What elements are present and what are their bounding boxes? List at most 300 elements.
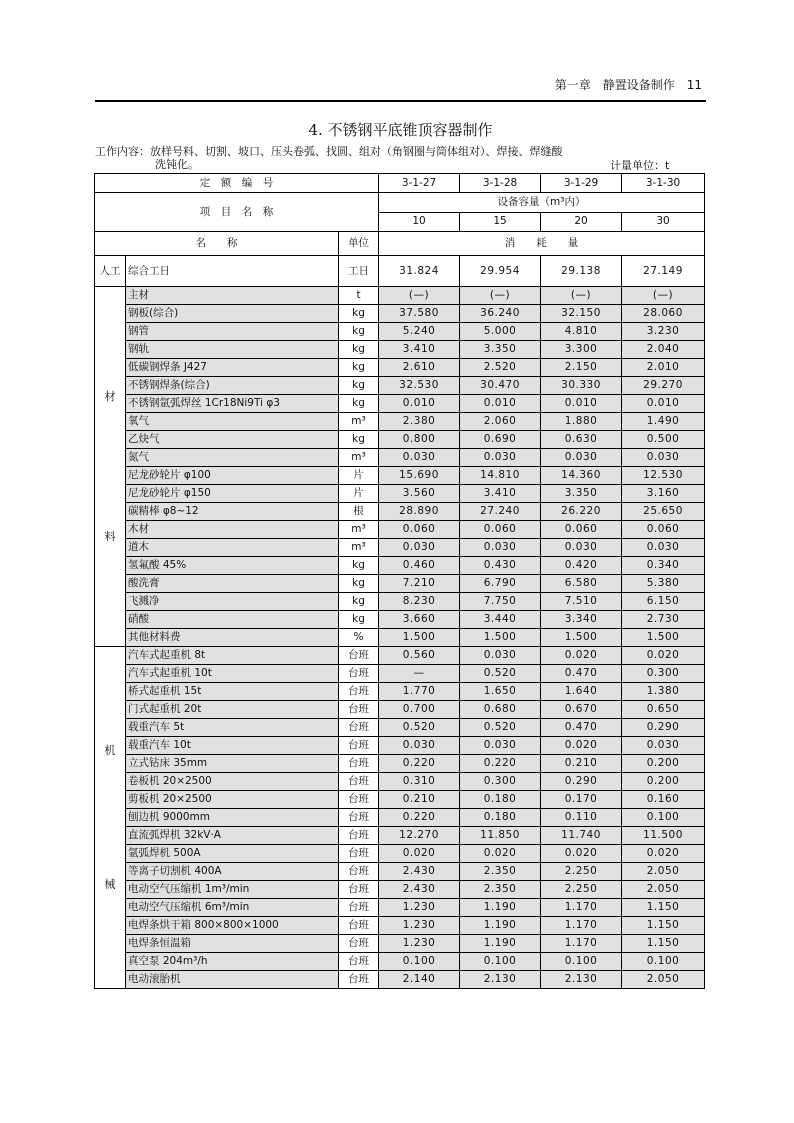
material-row-value: 14.360 [541, 467, 622, 485]
material-category [95, 287, 126, 647]
material-row-value: 3.660 [379, 611, 460, 629]
machinery-row-value: 1.770 [379, 683, 460, 701]
material-row-value: 0.060 [541, 521, 622, 539]
material-row-value: 0.340 [622, 557, 705, 575]
machinery-row-unit: 台班 [339, 827, 379, 845]
machinery-row-value: 0.300 [460, 773, 541, 791]
material-row-value: 6.150 [622, 593, 705, 611]
machinery-row-value: 0.220 [379, 755, 460, 773]
material-row-value: 0.030 [460, 449, 541, 467]
page-header: 第一章 静置设备制作 11 [554, 78, 702, 92]
material-row-value: 3.350 [460, 341, 541, 359]
material-row-value: 3.410 [460, 485, 541, 503]
machinery-row-name: 桥式起重机 15t [126, 683, 339, 701]
material-row-value: 2.040 [622, 341, 705, 359]
labor-value: 29.138 [541, 256, 622, 287]
material-row-value: 7.210 [379, 575, 460, 593]
material-row-unit: m³ [339, 413, 379, 431]
material-row-unit: m³ [339, 449, 379, 467]
material-row-value: 37.580 [379, 305, 460, 323]
labor-value: 31.824 [379, 256, 460, 287]
table-row [95, 755, 705, 773]
capacity-label: 设备容量（m³内） [379, 193, 705, 213]
material-row-value: 1.500 [622, 629, 705, 647]
table-row [95, 449, 705, 467]
labor-unit: 工日 [339, 256, 379, 287]
material-row-name: 低碳钢焊条 J427 [126, 359, 339, 377]
column-name-header: 名 称 [95, 232, 339, 256]
column-consumption-header: 消 耗 量 [379, 232, 705, 256]
table-row [95, 827, 705, 845]
material-row-value: 28.060 [622, 305, 705, 323]
material-row-name: 硝酸 [126, 611, 339, 629]
table-row [95, 557, 705, 575]
machinery-category-top: 机 [104, 744, 116, 758]
machinery-row-name: 直流弧焊机 32kV·A [126, 827, 339, 845]
machinery-row-value: 2.250 [541, 863, 622, 881]
machinery-row-unit: 台班 [339, 953, 379, 971]
material-row-value: 0.030 [460, 539, 541, 557]
material-row-value: (—) [622, 287, 705, 305]
material-row-name: 其他材料费 [126, 629, 339, 647]
machinery-row-value: 0.160 [622, 791, 705, 809]
capacity-value: 10 [379, 212, 460, 232]
material-row-name: 钢板(综合) [126, 305, 339, 323]
material-row-unit: kg [339, 323, 379, 341]
machinery-row-value: 0.180 [460, 809, 541, 827]
material-row-value: 0.030 [379, 449, 460, 467]
material-row-value: 0.630 [541, 431, 622, 449]
machinery-row-value: 0.310 [379, 773, 460, 791]
machinery-row-value: 1.150 [622, 899, 705, 917]
material-row-unit: 片 [339, 467, 379, 485]
material-row-value: 6.790 [460, 575, 541, 593]
labor-value: 27.149 [622, 256, 705, 287]
material-row-value: 0.460 [379, 557, 460, 575]
machinery-row-value: 2.130 [460, 971, 541, 989]
table-row [95, 971, 705, 989]
material-row-name: 木材 [126, 521, 339, 539]
material-row-value: 3.440 [460, 611, 541, 629]
table-row [95, 305, 705, 323]
material-row-value: 0.030 [541, 449, 622, 467]
machinery-row-name: 电动滚胎机 [126, 971, 339, 989]
machinery-row-value: 0.680 [460, 701, 541, 719]
machinery-row-name: 汽车式起重机 8t [126, 647, 339, 665]
machinery-row-unit: 台班 [339, 899, 379, 917]
table-row [95, 611, 705, 629]
machinery-row-value: 0.200 [622, 773, 705, 791]
machinery-row-value: 0.020 [541, 845, 622, 863]
machinery-row-value: 0.520 [460, 665, 541, 683]
table-row [95, 395, 705, 413]
material-row-value: 25.650 [622, 503, 705, 521]
column-unit-header: 单位 [339, 232, 379, 256]
material-row-unit: kg [339, 431, 379, 449]
material-row-name: 钢轨 [126, 341, 339, 359]
table-row [95, 341, 705, 359]
machinery-row-unit: 台班 [339, 845, 379, 863]
material-row-name: 氢氟酸 45% [126, 557, 339, 575]
capacity-value: 30 [622, 212, 705, 232]
machinery-row-value: 2.050 [622, 863, 705, 881]
machinery-row-name: 电焊条恒温箱 [126, 935, 339, 953]
material-row-value: 8.230 [379, 593, 460, 611]
machinery-row-name: 剪板机 20×2500 [126, 791, 339, 809]
material-row-value: 3.350 [541, 485, 622, 503]
machinery-row-name: 卷板机 20×2500 [126, 773, 339, 791]
material-row-value: (—) [379, 287, 460, 305]
material-row-name: 尼龙砂轮片 φ100 [126, 467, 339, 485]
material-row-unit: kg [339, 341, 379, 359]
table-row [95, 431, 705, 449]
material-row-unit: kg [339, 395, 379, 413]
material-row-unit: kg [339, 593, 379, 611]
machinery-row-unit: 台班 [339, 809, 379, 827]
machinery-row-value: 0.470 [541, 665, 622, 683]
machinery-row-value: 0.470 [541, 719, 622, 737]
material-row-value: 1.880 [541, 413, 622, 431]
material-category-top: 材 [104, 390, 116, 404]
machinery-row-value: 0.560 [379, 647, 460, 665]
machinery-row-value: 0.020 [622, 845, 705, 863]
machinery-row-value: 0.100 [379, 953, 460, 971]
material-row-value: 1.500 [460, 629, 541, 647]
material-row-value: 1.490 [622, 413, 705, 431]
material-row-value: 0.800 [379, 431, 460, 449]
machinery-row-value: 2.430 [379, 881, 460, 899]
table-row [95, 701, 705, 719]
material-row-value: 0.030 [622, 539, 705, 557]
section-title: 4. 不锈钢平底锥顶容器制作 [308, 121, 493, 139]
material-row-value: 7.750 [460, 593, 541, 611]
table-row [95, 485, 705, 503]
material-row-unit: 片 [339, 485, 379, 503]
machinery-row-name: 真空泵 204m³/h [126, 953, 339, 971]
machinery-row-unit: 台班 [339, 665, 379, 683]
machinery-row-value: 1.190 [460, 917, 541, 935]
material-row-name: 不锈钢氩弧焊丝 1Cr18Ni9Ti φ3 [126, 395, 339, 413]
material-row-value: 6.580 [541, 575, 622, 593]
machinery-row-value: 1.150 [622, 935, 705, 953]
machinery-row-value: 0.210 [379, 791, 460, 809]
table-row [95, 737, 705, 755]
machinery-row-name: 刨边机 9000mm [126, 809, 339, 827]
machinery-row-value: 0.030 [460, 737, 541, 755]
material-row-unit: kg [339, 611, 379, 629]
material-row-value: 0.010 [379, 395, 460, 413]
machinery-row-value: 0.670 [541, 701, 622, 719]
machinery-row-value: 0.030 [460, 647, 541, 665]
machinery-row-value: 0.520 [379, 719, 460, 737]
material-row-value: 2.730 [622, 611, 705, 629]
material-row-value: 1.500 [541, 629, 622, 647]
machinery-row-value: 1.190 [460, 899, 541, 917]
material-row-value: 3.230 [622, 323, 705, 341]
material-row-name: 不锈钢焊条(综合) [126, 377, 339, 395]
material-row-value: 0.430 [460, 557, 541, 575]
quota-code: 3-1-28 [460, 174, 541, 193]
machinery-row-value: 1.170 [541, 899, 622, 917]
machinery-row-name: 汽车式起重机 10t [126, 665, 339, 683]
machinery-row-name: 载重汽车 10t [126, 737, 339, 755]
table-row [95, 935, 705, 953]
material-row-unit: kg [339, 557, 379, 575]
material-row-unit: t [339, 287, 379, 305]
machinery-row-value: 0.170 [541, 791, 622, 809]
table-row [95, 503, 705, 521]
machinery-row-value: 0.100 [460, 953, 541, 971]
machinery-row-value: 0.650 [622, 701, 705, 719]
quota-code: 3-1-29 [541, 174, 622, 193]
material-row-name: 氮气 [126, 449, 339, 467]
machinery-row-unit: 台班 [339, 863, 379, 881]
material-row-name: 飞溅净 [126, 593, 339, 611]
material-row-value: 7.510 [541, 593, 622, 611]
work-content-line1: 工作内容：放样号料、切割、坡口、压头卷弧、找圆、组对（角钢圈与筒体组对）、焊接、焊缝酸 [95, 145, 563, 158]
material-row-value: 2.010 [622, 359, 705, 377]
table-row [95, 845, 705, 863]
machinery-row-value: 1.170 [541, 917, 622, 935]
machinery-row-value: 0.210 [541, 755, 622, 773]
material-row-value: 29.270 [622, 377, 705, 395]
material-row-value: 26.220 [541, 503, 622, 521]
material-row-name: 碳精棒 φ8~12 [126, 503, 339, 521]
table-row [95, 413, 705, 431]
table-row [95, 629, 705, 647]
table-row [95, 323, 705, 341]
labor-name: 综合工日 [126, 256, 339, 287]
machinery-row-unit: 台班 [339, 755, 379, 773]
machinery-row-value: 2.050 [622, 881, 705, 899]
table-row [95, 791, 705, 809]
material-row-value: 28.890 [379, 503, 460, 521]
machinery-row-value: 2.130 [541, 971, 622, 989]
machinery-row-name: 氩弧焊机 500A [126, 845, 339, 863]
machinery-row-value: — [379, 665, 460, 683]
material-row-value: 2.150 [541, 359, 622, 377]
machinery-row-value: 1.650 [460, 683, 541, 701]
machinery-row-value: 2.430 [379, 863, 460, 881]
material-category-bottom: 料 [104, 529, 116, 543]
material-row-value: 15.690 [379, 467, 460, 485]
machinery-row-unit: 台班 [339, 683, 379, 701]
machinery-row-name: 立式钻床 35mm [126, 755, 339, 773]
material-row-name: 氧气 [126, 413, 339, 431]
machinery-row-value: 0.030 [379, 737, 460, 755]
labor-value: 29.954 [460, 256, 541, 287]
machinery-row-value: 0.220 [379, 809, 460, 827]
machinery-category-bottom: 械 [104, 877, 116, 891]
machinery-row-value: 2.250 [541, 881, 622, 899]
machinery-row-value: 2.140 [379, 971, 460, 989]
machinery-row-value: 0.700 [379, 701, 460, 719]
machinery-row-value: 0.290 [541, 773, 622, 791]
material-row-unit: 根 [339, 503, 379, 521]
item-name-label: 项 目 名 称 [95, 193, 379, 232]
machinery-row-value: 0.290 [622, 719, 705, 737]
machinery-row-value: 1.230 [379, 899, 460, 917]
machinery-row-value: 11.500 [622, 827, 705, 845]
material-row-value: 0.500 [622, 431, 705, 449]
machinery-row-value: 0.100 [541, 953, 622, 971]
material-row-unit: % [339, 629, 379, 647]
table-row [95, 953, 705, 971]
quota-code: 3-1-30 [622, 174, 705, 193]
material-row-name: 钢管 [126, 323, 339, 341]
material-row-value: 3.300 [541, 341, 622, 359]
machinery-category [95, 647, 126, 989]
material-row-value: 0.010 [460, 395, 541, 413]
material-row-value: 0.060 [460, 521, 541, 539]
table-row [95, 377, 705, 395]
material-row-name: 主材 [126, 287, 339, 305]
machinery-row-value: 0.100 [622, 953, 705, 971]
machinery-row-value: 0.300 [622, 665, 705, 683]
measure-unit: 计量单位：t [610, 159, 670, 172]
material-row-value: 0.030 [379, 539, 460, 557]
machinery-row-value: 2.050 [622, 971, 705, 989]
table-row [95, 575, 705, 593]
material-row-value: 5.000 [460, 323, 541, 341]
material-row-value: 1.500 [379, 629, 460, 647]
machinery-row-value: 0.520 [460, 719, 541, 737]
material-row-unit: m³ [339, 521, 379, 539]
material-row-unit: kg [339, 359, 379, 377]
machinery-row-value: 0.030 [622, 737, 705, 755]
material-row-value: 2.520 [460, 359, 541, 377]
material-row-value: 5.240 [379, 323, 460, 341]
machinery-row-value: 0.020 [460, 845, 541, 863]
machinery-row-value: 0.100 [622, 809, 705, 827]
table-row [95, 521, 705, 539]
machinery-row-value: 2.350 [460, 881, 541, 899]
material-row-name: 乙炔气 [126, 431, 339, 449]
material-row-unit: kg [339, 575, 379, 593]
material-row-value: 12.530 [622, 467, 705, 485]
machinery-row-value: 0.200 [622, 755, 705, 773]
table-row [95, 863, 705, 881]
table-header [95, 174, 705, 287]
table-row [95, 773, 705, 791]
material-row-name: 酸洗膏 [126, 575, 339, 593]
capacity-value: 15 [460, 212, 541, 232]
material-row-value: 3.340 [541, 611, 622, 629]
machinery-row-name: 载重汽车 5t [126, 719, 339, 737]
machinery-row-unit: 台班 [339, 773, 379, 791]
material-row-value: 3.410 [379, 341, 460, 359]
material-row-value: (—) [541, 287, 622, 305]
machinery-row-value: 12.270 [379, 827, 460, 845]
material-row-unit: kg [339, 305, 379, 323]
machinery-row-value: 0.020 [379, 845, 460, 863]
material-row-name: 尼龙砂轮片 φ150 [126, 485, 339, 503]
machinery-row-value: 0.180 [460, 791, 541, 809]
labor-category: 人工 [95, 256, 126, 287]
machinery-row-value: 1.640 [541, 683, 622, 701]
material-row-value: 32.150 [541, 305, 622, 323]
table-row [95, 881, 705, 899]
machinery-row-value: 0.110 [541, 809, 622, 827]
table-row [95, 683, 705, 701]
table-row [95, 287, 705, 305]
machinery-row-unit: 台班 [339, 971, 379, 989]
machinery-row-value: 1.190 [460, 935, 541, 953]
material-row-value: 3.560 [379, 485, 460, 503]
material-row-value: 0.010 [622, 395, 705, 413]
material-row-value: 2.610 [379, 359, 460, 377]
machinery-row-unit: 台班 [339, 701, 379, 719]
machinery-row-unit: 台班 [339, 791, 379, 809]
header-rule [95, 100, 706, 102]
material-row-value: 5.380 [622, 575, 705, 593]
material-row-name: 道木 [126, 539, 339, 557]
table-row [95, 665, 705, 683]
table-row [95, 809, 705, 827]
material-row-value: 3.160 [622, 485, 705, 503]
machinery-row-value: 1.380 [622, 683, 705, 701]
capacity-value: 20 [541, 212, 622, 232]
machinery-row-name: 等离子切割机 400A [126, 863, 339, 881]
material-row-unit: m³ [339, 539, 379, 557]
machinery-row-value: 0.020 [541, 647, 622, 665]
material-row-value: 27.240 [460, 503, 541, 521]
machinery-row-value: 0.220 [460, 755, 541, 773]
machinery-row-name: 电焊条烘干箱 800×800×1000 [126, 917, 339, 935]
machinery-row-value: 0.020 [622, 647, 705, 665]
material-row-value: (—) [460, 287, 541, 305]
material-row-value: 30.330 [541, 377, 622, 395]
table-row [95, 917, 705, 935]
machinery-row-unit: 台班 [339, 647, 379, 665]
material-row-value: 0.420 [541, 557, 622, 575]
machinery-row-unit: 台班 [339, 737, 379, 755]
machinery-row-value: 2.350 [460, 863, 541, 881]
material-row-value: 36.240 [460, 305, 541, 323]
machinery-row-unit: 台班 [339, 719, 379, 737]
material-row-value: 0.030 [622, 449, 705, 467]
table-row [95, 647, 705, 665]
machinery-row-value: 11.850 [460, 827, 541, 845]
work-content-line2: 洗钝化。 [155, 158, 199, 171]
machinery-row-unit: 台班 [339, 881, 379, 899]
material-row-value: 2.060 [460, 413, 541, 431]
table-row [95, 467, 705, 485]
table-row [95, 719, 705, 737]
material-row-value: 0.030 [541, 539, 622, 557]
material-row-value: 2.380 [379, 413, 460, 431]
quota-table [94, 173, 705, 989]
machinery-section [95, 647, 705, 989]
materials-section [95, 287, 705, 647]
machinery-row-value: 11.740 [541, 827, 622, 845]
machinery-row-value: 1.150 [622, 917, 705, 935]
material-row-value: 0.010 [541, 395, 622, 413]
machinery-row-name: 电动空气压缩机 6m³/min [126, 899, 339, 917]
machinery-row-value: 1.230 [379, 935, 460, 953]
material-row-value: 4.810 [541, 323, 622, 341]
table-row [95, 899, 705, 917]
machinery-row-unit: 台班 [339, 917, 379, 935]
machinery-row-unit: 台班 [339, 935, 379, 953]
material-row-value: 0.060 [622, 521, 705, 539]
machinery-row-name: 电动空气压缩机 1m³/min [126, 881, 339, 899]
material-row-value: 30.470 [460, 377, 541, 395]
machinery-row-value: 1.170 [541, 935, 622, 953]
table-row [95, 593, 705, 611]
material-row-value: 0.060 [379, 521, 460, 539]
machinery-row-name: 门式起重机 20t [126, 701, 339, 719]
